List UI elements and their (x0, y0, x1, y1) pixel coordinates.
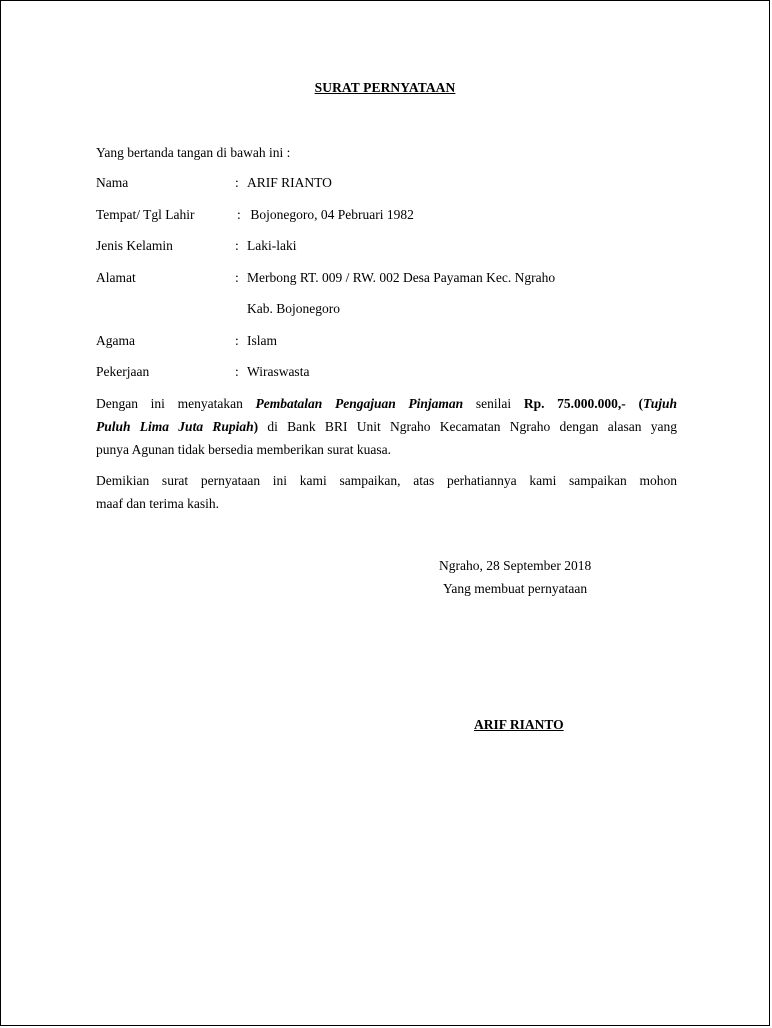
field-value: Islam (247, 333, 277, 348)
field-label: Jenis Kelamin (96, 238, 173, 253)
field-label: Pekerjaan (96, 364, 150, 379)
statement-amount: Rp. 75.000.000,- ( (523, 396, 643, 411)
field-value: Bojonegoro, 04 Pebruari 1982 (247, 207, 414, 222)
field-colon: : (237, 207, 241, 222)
field-colon: : (235, 238, 239, 253)
field-value: Merbong RT. 009 / RW. 002 Desa Payaman Kec. Ngraho (247, 270, 556, 285)
field-label: Agama (96, 333, 135, 348)
statement-text: Dengan ini menyatakan (96, 396, 256, 411)
statement-amount-words: Tujuh (642, 396, 677, 411)
signer-name: ARIF RIANTO (474, 717, 564, 732)
field-value: Laki-laki (247, 238, 297, 253)
field-colon: : (235, 175, 239, 190)
field-value: ARIF RIANTO (247, 175, 332, 190)
statement-text: di Bank BRI Unit Ngraho Kecamatan Ngraho dengan alasan yang (258, 419, 677, 434)
field-label: Alamat (96, 270, 136, 285)
statement-emphasis: Pembatalan Pengajuan Pinjaman (255, 396, 464, 411)
field-value: Wiraswasta (247, 364, 310, 379)
statement-text: senilai (463, 396, 524, 411)
field-colon: : (235, 364, 239, 379)
intro-text: Yang bertanda tangan di bawah ini : (96, 145, 291, 160)
document-title: SURAT PERNYATAAN (314, 80, 456, 95)
statement-line-3: punya Agunan tidak bersedia memberikan surat kuasa. (96, 442, 392, 457)
closing-paragraph (96, 469, 677, 515)
closing-line-1: Demikian surat pernyataan ini kami sampaikan, atas perhatiannya kami sampaikan mohon (96, 473, 677, 488)
field-colon: : (235, 270, 239, 285)
statement-amount-close: ) (253, 419, 259, 434)
field-alamat-continuation: Kab. Bojonegoro (247, 301, 340, 316)
statement-amount-words: Puluh Lima Juta Rupiah (96, 419, 254, 434)
maker-label: Yang membuat pernyataan (443, 581, 588, 596)
field-label: Nama (96, 175, 129, 190)
statement-line-2 (96, 415, 677, 438)
field-label: Tempat/ Tgl Lahir (96, 207, 195, 222)
field-colon: : (235, 333, 239, 348)
statement-line-1 (96, 392, 677, 415)
closing-line-2: maaf dan terima kasih. (96, 496, 219, 511)
place-date: Ngraho, 28 September 2018 (439, 558, 592, 573)
statement-paragraph (96, 392, 677, 461)
